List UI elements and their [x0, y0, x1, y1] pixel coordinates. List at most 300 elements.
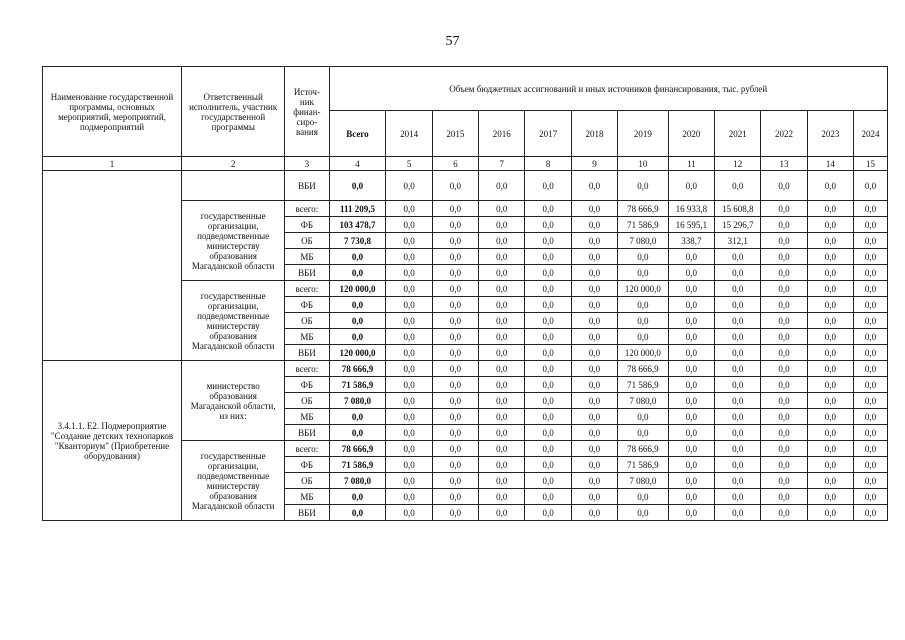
total-value-cell: 0,0	[329, 425, 386, 441]
column-number: 3	[285, 157, 329, 171]
year-value-cell: 0,0	[571, 313, 617, 329]
year-value-cell: 0,0	[761, 393, 807, 409]
year-value-cell: 0,0	[807, 329, 853, 345]
year-value-cell: 0,0	[807, 201, 853, 217]
year-value-cell: 0,0	[854, 425, 888, 441]
year-value-cell: 0,0	[571, 217, 617, 233]
total-value-cell: 0,0	[329, 409, 386, 425]
total-value-cell: 111 209,5	[329, 201, 386, 217]
year-value-cell: 0,0	[432, 217, 478, 233]
executor-cell: государственные организации, подведомственные министерству образования Магаданской области	[182, 201, 285, 281]
year-value-cell: 0,0	[479, 329, 525, 345]
year-value-cell: 0,0	[386, 281, 432, 297]
year-value-cell: 0,0	[854, 409, 888, 425]
year-value-cell: 0,0	[668, 473, 714, 489]
header-total: Всего	[329, 111, 386, 157]
year-value-cell: 0,0	[761, 345, 807, 361]
year-value-cell: 0,0	[479, 425, 525, 441]
year-value-cell: 0,0	[668, 313, 714, 329]
source-cell: ВБИ	[285, 345, 329, 361]
year-value-cell: 0,0	[479, 171, 525, 201]
year-value-cell: 0,0	[525, 489, 571, 505]
year-value-cell: 0,0	[386, 505, 432, 521]
year-value-cell: 0,0	[525, 297, 571, 313]
year-value-cell: 0,0	[761, 505, 807, 521]
year-value-cell: 7 080,0	[618, 393, 669, 409]
header-year: 2021	[715, 111, 761, 157]
year-value-cell: 0,0	[571, 249, 617, 265]
total-value-cell: 71 586,9	[329, 457, 386, 473]
column-number: 7	[479, 157, 525, 171]
year-value-cell: 0,0	[854, 441, 888, 457]
year-value-cell: 0,0	[854, 329, 888, 345]
year-value-cell: 0,0	[432, 361, 478, 377]
column-number: 8	[525, 157, 571, 171]
year-value-cell: 0,0	[668, 489, 714, 505]
year-value-cell: 0,0	[854, 345, 888, 361]
year-value-cell: 0,0	[386, 425, 432, 441]
year-value-cell: 0,0	[807, 297, 853, 313]
year-value-cell: 0,0	[807, 361, 853, 377]
year-value-cell: 0,0	[807, 441, 853, 457]
year-value-cell: 0,0	[432, 345, 478, 361]
source-cell: МБ	[285, 249, 329, 265]
year-value-cell: 0,0	[761, 473, 807, 489]
year-value-cell: 0,0	[854, 393, 888, 409]
total-value-cell: 7 730,8	[329, 233, 386, 249]
year-value-cell: 0,0	[432, 473, 478, 489]
year-value-cell: 0,0	[668, 265, 714, 281]
header-year: 2023	[807, 111, 853, 157]
year-value-cell: 0,0	[715, 425, 761, 441]
year-value-cell: 0,0	[761, 377, 807, 393]
year-value-cell: 0,0	[715, 473, 761, 489]
year-value-cell: 0,0	[854, 233, 888, 249]
year-value-cell: 0,0	[571, 361, 617, 377]
year-value-cell: 0,0	[571, 489, 617, 505]
year-value-cell: 0,0	[715, 297, 761, 313]
source-cell: МБ	[285, 489, 329, 505]
header-year: 2018	[571, 111, 617, 157]
source-cell: ОБ	[285, 393, 329, 409]
year-value-cell: 0,0	[761, 249, 807, 265]
year-value-cell: 0,0	[854, 361, 888, 377]
column-number: 14	[807, 157, 853, 171]
executor-cell: государственные организации, подведомственные министерству образования Магаданской области	[182, 441, 285, 521]
column-number: 5	[386, 157, 432, 171]
year-value-cell: 0,0	[807, 171, 853, 201]
year-value-cell: 0,0	[386, 393, 432, 409]
source-cell: ВБИ	[285, 265, 329, 281]
year-value-cell: 0,0	[479, 249, 525, 265]
header-name: Наименование государственной программы, основных мероприятий, мероприятий, подмероприятий	[43, 67, 182, 157]
total-value-cell: 0,0	[329, 313, 386, 329]
year-value-cell: 0,0	[386, 297, 432, 313]
table-row	[43, 171, 888, 201]
year-value-cell: 338,7	[668, 233, 714, 249]
total-value-cell: 0,0	[329, 249, 386, 265]
year-value-cell: 0,0	[715, 377, 761, 393]
year-value-cell: 0,0	[807, 425, 853, 441]
program-name-cell: 3.4.1.1. Е2. Подмероприятие "Создание детских технопарков "Кванториум" (Приобретение оборудования)	[43, 361, 182, 521]
year-value-cell: 0,0	[668, 441, 714, 457]
year-value-cell: 120 000,0	[618, 345, 669, 361]
year-value-cell: 0,0	[807, 233, 853, 249]
source-cell: всего:	[285, 281, 329, 297]
year-value-cell: 0,0	[432, 233, 478, 249]
year-value-cell: 0,0	[386, 457, 432, 473]
year-value-cell: 0,0	[571, 171, 617, 201]
total-value-cell: 120 000,0	[329, 345, 386, 361]
year-value-cell: 0,0	[761, 265, 807, 281]
column-number: 2	[182, 157, 285, 171]
year-value-cell: 0,0	[761, 201, 807, 217]
year-value-cell: 0,0	[386, 329, 432, 345]
year-value-cell: 0,0	[479, 345, 525, 361]
year-value-cell: 312,1	[715, 233, 761, 249]
source-cell: ФБ	[285, 217, 329, 233]
total-value-cell: 0,0	[329, 505, 386, 521]
source-cell: ФБ	[285, 377, 329, 393]
year-value-cell: 0,0	[479, 393, 525, 409]
year-value-cell: 0,0	[479, 377, 525, 393]
source-cell: ФБ	[285, 457, 329, 473]
source-cell: всего:	[285, 441, 329, 457]
year-value-cell: 0,0	[432, 425, 478, 441]
total-value-cell: 0,0	[329, 329, 386, 345]
column-number: 6	[432, 157, 478, 171]
year-value-cell: 0,0	[715, 489, 761, 505]
source-cell: ОБ	[285, 313, 329, 329]
column-number: 13	[761, 157, 807, 171]
year-value-cell: 0,0	[854, 457, 888, 473]
year-value-cell: 0,0	[432, 171, 478, 201]
year-value-cell: 0,0	[479, 297, 525, 313]
year-value-cell: 0,0	[854, 377, 888, 393]
year-value-cell: 16 595,1	[668, 217, 714, 233]
year-value-cell: 0,0	[668, 425, 714, 441]
year-value-cell: 0,0	[479, 441, 525, 457]
year-value-cell: 0,0	[525, 281, 571, 297]
year-value-cell: 0,0	[571, 441, 617, 457]
source-cell: ВБИ	[285, 505, 329, 521]
year-value-cell: 0,0	[571, 201, 617, 217]
year-value-cell: 0,0	[386, 201, 432, 217]
header-year: 2017	[525, 111, 571, 157]
year-value-cell: 120 000,0	[618, 281, 669, 297]
year-value-cell: 0,0	[571, 345, 617, 361]
header-executor: Ответственный исполнитель, участник государственной программы	[182, 67, 285, 157]
year-value-cell: 0,0	[525, 233, 571, 249]
year-value-cell: 0,0	[715, 171, 761, 201]
year-value-cell: 0,0	[479, 313, 525, 329]
year-value-cell: 0,0	[807, 313, 853, 329]
year-value-cell: 0,0	[854, 281, 888, 297]
year-value-cell: 0,0	[761, 313, 807, 329]
column-number: 9	[571, 157, 617, 171]
year-value-cell: 0,0	[386, 217, 432, 233]
year-value-cell: 0,0	[807, 345, 853, 361]
total-value-cell: 7 080,0	[329, 393, 386, 409]
year-value-cell: 0,0	[761, 281, 807, 297]
year-value-cell: 0,0	[715, 409, 761, 425]
year-value-cell: 0,0	[432, 457, 478, 473]
year-value-cell: 0,0	[479, 201, 525, 217]
total-value-cell: 103 478,7	[329, 217, 386, 233]
year-value-cell: 0,0	[479, 457, 525, 473]
year-value-cell: 0,0	[386, 361, 432, 377]
year-value-cell: 0,0	[807, 489, 853, 505]
year-value-cell: 0,0	[618, 329, 669, 345]
year-value-cell: 0,0	[571, 473, 617, 489]
year-value-cell: 0,0	[525, 171, 571, 201]
year-value-cell: 0,0	[618, 409, 669, 425]
year-value-cell: 0,0	[525, 361, 571, 377]
year-value-cell: 0,0	[715, 457, 761, 473]
year-value-cell: 0,0	[571, 233, 617, 249]
source-cell: ОБ	[285, 233, 329, 249]
year-value-cell: 0,0	[761, 441, 807, 457]
executor-cell: государственные организации, подведомственные министерству образования Магаданской области	[182, 281, 285, 361]
year-value-cell: 0,0	[432, 265, 478, 281]
year-value-cell: 0,0	[432, 409, 478, 425]
year-value-cell: 0,0	[525, 505, 571, 521]
year-value-cell: 0,0	[432, 441, 478, 457]
year-value-cell: 0,0	[807, 281, 853, 297]
year-value-cell: 0,0	[668, 249, 714, 265]
total-value-cell: 78 666,9	[329, 361, 386, 377]
year-value-cell: 7 080,0	[618, 473, 669, 489]
year-value-cell: 15 296,7	[715, 217, 761, 233]
year-value-cell: 0,0	[761, 297, 807, 313]
year-value-cell: 78 666,9	[618, 361, 669, 377]
column-number: 1	[43, 157, 182, 171]
year-value-cell: 0,0	[761, 217, 807, 233]
year-value-cell: 0,0	[571, 425, 617, 441]
year-value-cell: 0,0	[761, 233, 807, 249]
year-value-cell: 0,0	[432, 297, 478, 313]
year-value-cell: 0,0	[618, 171, 669, 201]
year-value-cell: 71 586,9	[618, 457, 669, 473]
year-value-cell: 0,0	[761, 409, 807, 425]
year-value-cell: 0,0	[715, 313, 761, 329]
year-value-cell: 0,0	[386, 473, 432, 489]
year-value-cell: 0,0	[854, 249, 888, 265]
header-year: 2019	[618, 111, 669, 157]
source-cell: МБ	[285, 409, 329, 425]
header-source: Источ-ник финан-сиро-вания	[285, 67, 329, 157]
year-value-cell: 71 586,9	[618, 217, 669, 233]
total-value-cell: 71 586,9	[329, 377, 386, 393]
page-number: 57	[445, 34, 460, 49]
year-value-cell: 0,0	[571, 377, 617, 393]
total-value-cell: 7 080,0	[329, 473, 386, 489]
year-value-cell: 0,0	[386, 313, 432, 329]
year-value-cell: 0,0	[479, 489, 525, 505]
year-value-cell: 0,0	[807, 249, 853, 265]
year-value-cell: 0,0	[571, 457, 617, 473]
year-value-cell: 0,0	[479, 233, 525, 249]
year-value-cell: 0,0	[525, 345, 571, 361]
year-value-cell: 15 608,8	[715, 201, 761, 217]
year-value-cell: 0,0	[525, 441, 571, 457]
column-number: 12	[715, 157, 761, 171]
year-value-cell: 0,0	[668, 297, 714, 313]
year-value-cell: 0,0	[432, 489, 478, 505]
executor-cell: министерство образования Магаданской области, из них:	[182, 361, 285, 441]
year-value-cell: 0,0	[432, 201, 478, 217]
source-cell: ВБИ	[285, 171, 329, 201]
year-value-cell: 0,0	[571, 297, 617, 313]
source-cell: всего:	[285, 361, 329, 377]
year-value-cell: 0,0	[807, 473, 853, 489]
year-value-cell: 0,0	[479, 265, 525, 281]
source-cell: ВБИ	[285, 425, 329, 441]
year-value-cell: 0,0	[618, 249, 669, 265]
year-value-cell: 78 666,9	[618, 201, 669, 217]
year-value-cell: 0,0	[618, 265, 669, 281]
year-value-cell: 0,0	[525, 329, 571, 345]
year-value-cell: 0,0	[525, 377, 571, 393]
year-value-cell: 0,0	[525, 393, 571, 409]
year-value-cell: 0,0	[479, 281, 525, 297]
year-value-cell: 0,0	[479, 473, 525, 489]
year-value-cell: 0,0	[761, 361, 807, 377]
year-value-cell: 0,0	[668, 171, 714, 201]
year-value-cell: 0,0	[479, 217, 525, 233]
year-value-cell: 0,0	[479, 409, 525, 425]
header-year: 2022	[761, 111, 807, 157]
year-value-cell: 16 933,8	[668, 201, 714, 217]
year-value-cell: 0,0	[618, 297, 669, 313]
year-value-cell: 71 586,9	[618, 377, 669, 393]
year-value-cell: 0,0	[761, 171, 807, 201]
year-value-cell: 0,0	[668, 377, 714, 393]
year-value-cell: 0,0	[386, 233, 432, 249]
year-value-cell: 0,0	[807, 377, 853, 393]
source-cell: ОБ	[285, 473, 329, 489]
year-value-cell: 0,0	[715, 281, 761, 297]
header-year: 2020	[668, 111, 714, 157]
year-value-cell: 7 080,0	[618, 233, 669, 249]
year-value-cell: 0,0	[525, 457, 571, 473]
total-value-cell: 78 666,9	[329, 441, 386, 457]
year-value-cell: 0,0	[386, 265, 432, 281]
year-value-cell: 0,0	[761, 425, 807, 441]
year-value-cell: 0,0	[668, 393, 714, 409]
year-value-cell: 0,0	[525, 217, 571, 233]
year-value-cell: 0,0	[715, 265, 761, 281]
year-value-cell: 0,0	[854, 265, 888, 281]
year-value-cell: 0,0	[571, 393, 617, 409]
year-value-cell: 0,0	[525, 409, 571, 425]
year-value-cell: 0,0	[618, 313, 669, 329]
year-value-cell: 0,0	[807, 217, 853, 233]
year-value-cell: 0,0	[761, 457, 807, 473]
executor-cell	[182, 171, 285, 201]
year-value-cell: 0,0	[525, 473, 571, 489]
program-name-cell	[43, 171, 182, 361]
year-value-cell: 0,0	[715, 345, 761, 361]
header-year: 2024	[854, 111, 888, 157]
year-value-cell: 0,0	[618, 505, 669, 521]
year-value-cell: 0,0	[386, 489, 432, 505]
year-value-cell: 0,0	[668, 409, 714, 425]
year-value-cell: 0,0	[618, 489, 669, 505]
source-cell: ФБ	[285, 297, 329, 313]
year-value-cell: 0,0	[571, 409, 617, 425]
year-value-cell: 0,0	[386, 409, 432, 425]
year-value-cell: 0,0	[807, 505, 853, 521]
column-number: 10	[618, 157, 669, 171]
year-value-cell: 0,0	[386, 171, 432, 201]
year-value-cell: 0,0	[525, 249, 571, 265]
year-value-cell: 0,0	[854, 201, 888, 217]
year-value-cell: 0,0	[386, 345, 432, 361]
year-value-cell: 0,0	[432, 281, 478, 297]
year-value-cell: 0,0	[432, 313, 478, 329]
year-value-cell: 0,0	[807, 457, 853, 473]
year-value-cell: 0,0	[807, 409, 853, 425]
year-value-cell: 0,0	[432, 393, 478, 409]
header-year: 2015	[432, 111, 478, 157]
year-value-cell: 0,0	[386, 377, 432, 393]
header-year: 2016	[479, 111, 525, 157]
total-value-cell: 0,0	[329, 489, 386, 505]
year-value-cell: 0,0	[668, 281, 714, 297]
year-value-cell: 0,0	[668, 329, 714, 345]
total-value-cell: 0,0	[329, 171, 386, 201]
year-value-cell: 0,0	[386, 249, 432, 265]
year-value-cell: 0,0	[571, 265, 617, 281]
year-value-cell: 0,0	[432, 249, 478, 265]
source-cell: МБ	[285, 329, 329, 345]
year-value-cell: 0,0	[715, 393, 761, 409]
year-value-cell: 78 666,9	[618, 441, 669, 457]
column-number: 11	[668, 157, 714, 171]
header-year: 2014	[386, 111, 432, 157]
year-value-cell: 0,0	[525, 201, 571, 217]
year-value-cell: 0,0	[571, 281, 617, 297]
year-value-cell: 0,0	[571, 505, 617, 521]
year-value-cell: 0,0	[854, 171, 888, 201]
year-value-cell: 0,0	[854, 505, 888, 521]
year-value-cell: 0,0	[668, 457, 714, 473]
total-value-cell: 120 000,0	[329, 281, 386, 297]
year-value-cell: 0,0	[668, 505, 714, 521]
year-value-cell: 0,0	[854, 313, 888, 329]
year-value-cell: 0,0	[525, 265, 571, 281]
year-value-cell: 0,0	[618, 425, 669, 441]
year-value-cell: 0,0	[761, 489, 807, 505]
year-value-cell: 0,0	[854, 473, 888, 489]
year-value-cell: 0,0	[715, 249, 761, 265]
year-value-cell: 0,0	[525, 425, 571, 441]
year-value-cell: 0,0	[668, 361, 714, 377]
year-value-cell: 0,0	[479, 505, 525, 521]
column-number: 4	[329, 157, 386, 171]
header-volume: Объем бюджетных ассигнований и иных источников финансирования, тыс. рублей	[329, 67, 887, 111]
year-value-cell: 0,0	[715, 441, 761, 457]
year-value-cell: 0,0	[807, 265, 853, 281]
year-value-cell: 0,0	[807, 393, 853, 409]
year-value-cell: 0,0	[432, 377, 478, 393]
year-value-cell: 0,0	[854, 297, 888, 313]
year-value-cell: 0,0	[432, 329, 478, 345]
source-cell: всего:	[285, 201, 329, 217]
column-number: 15	[854, 157, 888, 171]
table-row	[43, 361, 888, 377]
